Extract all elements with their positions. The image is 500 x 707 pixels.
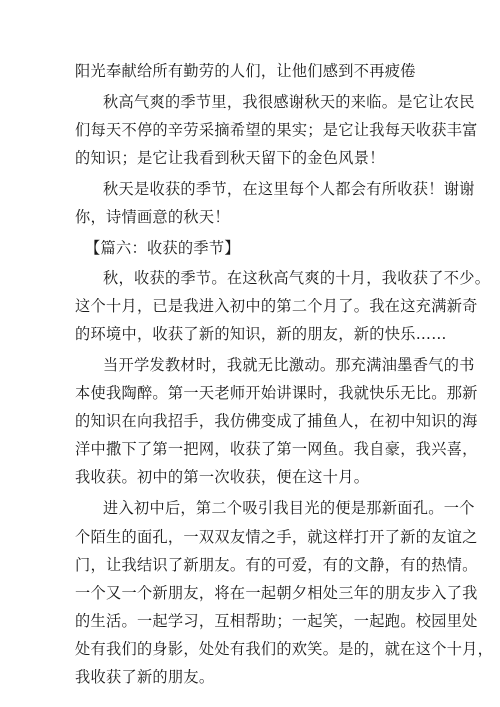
text-line: 处有我们的身影，处处有我们的欢笑。是的，就在这个十月， <box>75 639 494 658</box>
text-line: 的生活。一起学习，互相帮助；一起笑，一起跑。校园里处 <box>75 611 478 630</box>
text-line: 的知识在向我招手，我仿佛变成了捕鱼人，在初中知识的海 <box>75 412 478 431</box>
section-heading: 【篇六：收获的季节】 <box>85 238 240 257</box>
text-line: 个陌生的面孔，一双双友情之手，就这样打开了新的友谊之 <box>75 527 478 546</box>
text-line: 进入初中后，第二个吸引我目光的便是那新面孔。一个 <box>103 499 475 518</box>
text-line: 的知识；是它让我看到秋天留下的金色风景！ <box>75 149 385 168</box>
text-line: 洋中撒下了第一把网，收获了第一网鱼。我自豪，我兴喜， <box>75 440 478 459</box>
text-line: 本使我陶醉。第一天老师开始讲课时，我就快乐无比。那新 <box>75 384 478 403</box>
text-line: 的环境中，收获了新的知识，新的朋友，新的快乐…… <box>75 324 447 343</box>
text-line: 秋，收获的季节。在这秋高气爽的十月，我收获了不少。 <box>103 268 491 287</box>
text-line: 们每天不停的辛劳采摘希望的果实；是它让我每天收获丰富 <box>75 121 478 140</box>
text-line: 我收获。初中的第一次收获，便在这十月。 <box>75 468 370 487</box>
text-line: 这个十月，已是我进入初中的第二个月了。我在这充满新奇 <box>75 296 478 315</box>
text-line: 我收获了新的朋友。 <box>75 667 215 686</box>
text-line: 当开学发教材时，我就无比激动。那充满油墨香气的书 <box>103 355 475 374</box>
text-line: 秋天是收获的季节，在这里每个人都会有所收获！谢谢 <box>103 180 475 199</box>
text-line: 阳光奉献给所有勤劳的人们，让他们感到不再疲倦 <box>75 62 416 80</box>
text-line: 秋高气爽的季节里，我很感谢秋天的来临。是它让农民 <box>103 93 475 112</box>
text-line: 门，让我结识了新朋友。有的可爱，有的文静，有的热情。 <box>75 555 478 574</box>
document-page <box>75 57 494 691</box>
text-line: 一个又一个新朋友，将在一起朝夕相处三年的朋友步入了我 <box>75 583 478 602</box>
text-line: 你，诗情画意的秋天！ <box>75 208 230 227</box>
